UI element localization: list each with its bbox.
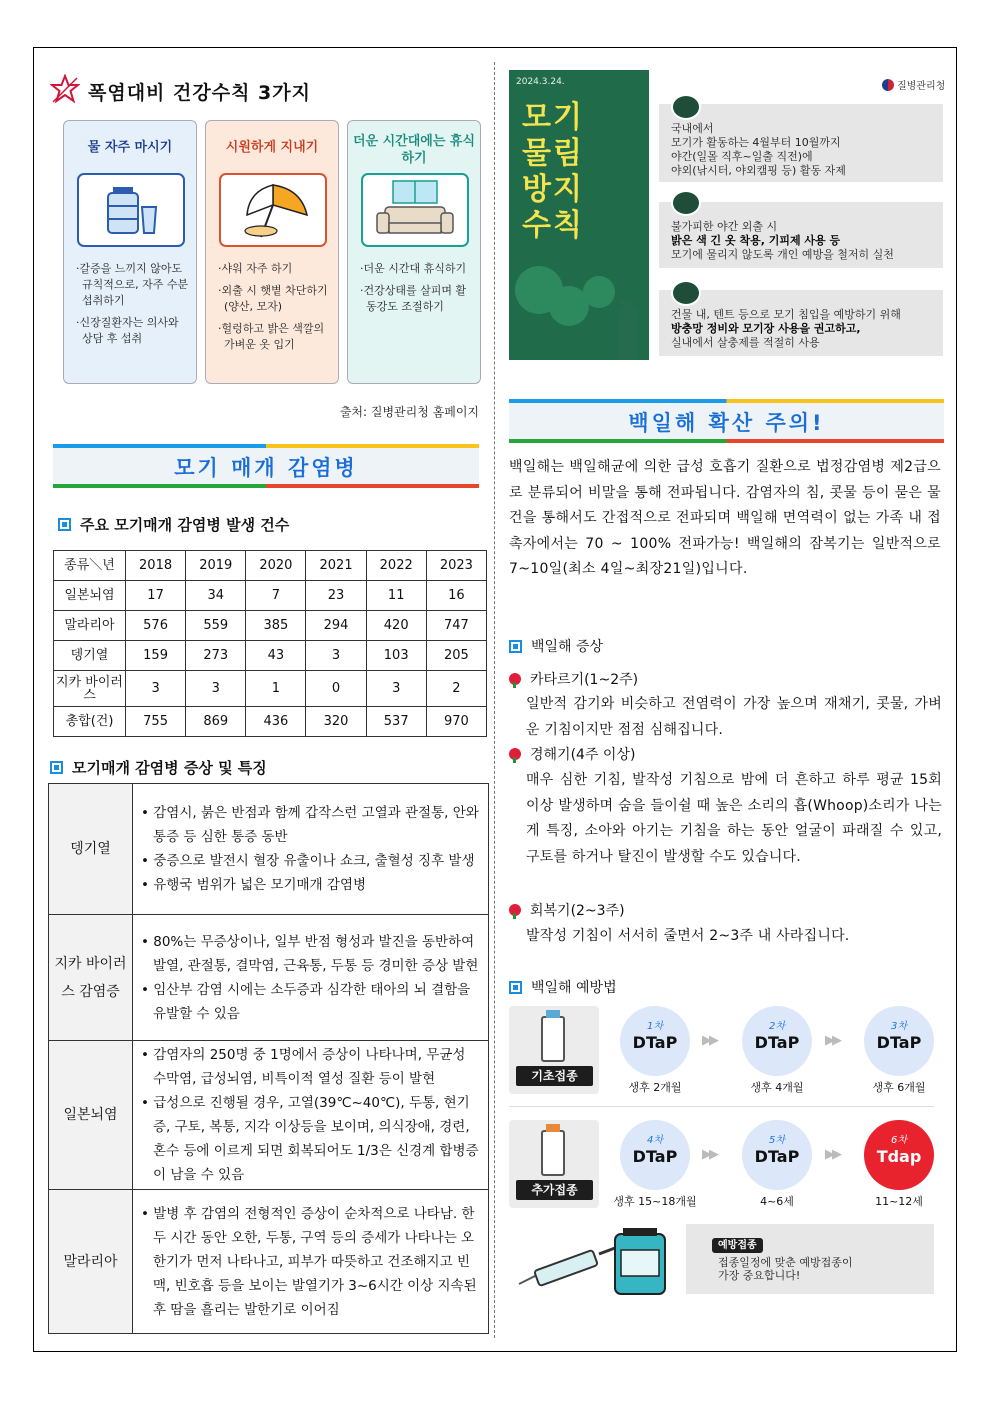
banner-title: 모기 매개 감염병 <box>174 456 358 480</box>
symptom-heading: 모기매개 감염병 증상 및 특징 <box>50 757 267 778</box>
arrow-icon: ▶▶ <box>825 1033 839 1048</box>
separator <box>509 1106 934 1107</box>
list-item: • 감염자의 250명 중 1명에서 증상이 나타나며, 무균성 수막염, 급성뇌염, 비특이적 열성 질환 등이 발현 <box>141 1047 466 1087</box>
water-bottle-icon <box>77 173 185 247</box>
list-item: ·샤워 자주 하기 <box>218 262 293 275</box>
pertussis-symptom-heading: 백일해 증상 <box>509 636 603 656</box>
dose-badge: 6차 Tdap <box>864 1120 934 1190</box>
dose-badge: 3차 DTaP <box>864 1006 934 1076</box>
table-row: 지카 바이러스 감염증 • 80%는 무증상이나, 일부 반점 형성과 발진을 동반하여 발열, 관절통, 결막염, 근육통, 두통 등 경미한 증상 발현 • 임산부 감염 시에는 소두증과 심각한 태아의 뇌 결함을 유발할 수 있음 <box>49 915 489 1041</box>
square-bullet-icon <box>509 640 522 653</box>
mosquito-tip: 건물 내, 텐트 등으로 모기 침입을 예방하기 위해 방충망 정비와 모기장 사용을 권고하고, 실내에서 살충제를 적절히 사용 <box>659 290 943 356</box>
table-row: 일본뇌염 • 감염자의 250명 중 1명에서 증상이 나타나며, 무균성 수막염, 급성뇌염, 비특이적 열성 질환 등이 발현 • 급성으로 진행될 경우, 고열(39℃~40℃), 두통, 현기증, 구토, 복통, 지각 이상등을 보이며, 의식장애, 경련, 혼수 등에 이르게 되면 회복되어도 1/3은 신경계 합병증이 남을 수 있음 <box>49 1041 489 1190</box>
list-item: • 급성으로 진행될 경우, 고열(39℃~40℃), 두통, 현기증, 구토, 복통, 지각 이상등을 보이며, 의식장애, 경련, 혼수 등에 이르게 되면 회복되어도 1/3은 신경계 합병증이 남을 수 있음 <box>141 1095 479 1183</box>
heat-source: 출처: 질병관리청 홈페이지 <box>339 405 479 419</box>
stats-table <box>53 550 487 737</box>
heat-card-water <box>63 120 197 384</box>
dose-caption: 생후 4개월 <box>750 1081 804 1094</box>
vaccine-row-basic <box>509 1006 934 1102</box>
dose-badge: 2차 DTaP <box>742 1006 812 1076</box>
heat-title: 폭염대비 건강수칙 3가지 <box>88 82 311 104</box>
dose-badge: 4차 DTaP <box>620 1120 690 1190</box>
list-item: • 감염시, 붉은 반점과 함께 갑작스런 고열과 관절통, 안와통증 등 심한 통증 동반 <box>141 805 479 845</box>
vaccine-vial-icon <box>509 1120 599 1208</box>
stats-heading: 주요 모기매개 감염병 발생 건수 <box>58 514 289 535</box>
mosquito-banner <box>53 444 479 488</box>
phase-title: 회복기(2~3주) <box>509 900 625 920</box>
mosquito-tip: 국내에서 모기가 활동하는 4월부터 10월까지 야간(일몰 직후~일출 직전)에 야외(낚시터, 야외캠핑 등) 활동 자제 <box>659 104 943 182</box>
table-row: 뎅기열 • 감염시, 붉은 반점과 함께 갑작스런 고열과 관절통, 안와통증 등 심한 통증 동반 • 중증으로 발전시 혈장 유출이나 쇼크, 출혈성 징후 발생 • 유행국 범위가 넓은 모기매개 감염병 <box>49 784 489 915</box>
list-item: ·갈증을 느끼지 않아도 규칙적으로, 자주 수분 섭취하기 <box>76 262 189 307</box>
table-row: 말라리아 576 559 385 294 420 747 <box>54 611 487 641</box>
list-item: ·더운 시간대 휴식하기 <box>360 262 467 275</box>
list-item: • 80%는 무증상이나, 일부 반점 형성과 발진을 동반하여 발열, 관절통, 결막염, 근육통, 두통 등 경미한 증상 발현 <box>141 933 479 974</box>
vaccination-note <box>686 1224 934 1294</box>
card-title: 시원하게 지내기 <box>225 140 319 155</box>
square-bullet-icon <box>509 981 522 994</box>
table-row: 말라리아 • 발병 후 감염의 전형적인 증상이 순차적으로 나타남. 한두 시간 동안 오한, 두통, 구역 등의 증세가 나타나는 오한기가 먼저 나타나고, 피부가 따뜻하고 건조해지고 빈맥, 빈호흡 등을 보이는 발열기가 3~6시간 이상 지속된 후 땀을 흘리는 발한기로 이어짐 <box>49 1190 489 1334</box>
sofa-icon <box>361 173 469 247</box>
list-item: • 발병 후 감염의 전형적인 증상이 순차적으로 나타남. 한두 시간 동안 오한, 두통, 구역 등의 증세가 나타나는 오한기가 먼저 나타나고, 피부가 따뜻하고 건조해지고 빈맥, 빈호흡 등을 보이는 발열기가 3~6시간 이상 지속된 후 땀을 흘리는 발한기로 이어짐 <box>141 1205 477 1318</box>
arrow-icon: ▶▶ <box>702 1033 716 1048</box>
phase-body: 일반적 감기와 비슷하고 전염력이 가장 높으며 재채기, 콧물, 가벼운 기침이지만 점점 심해집니다. <box>526 696 942 738</box>
tent-icon <box>671 280 701 306</box>
dose-caption: 생후 6개월 <box>872 1081 926 1094</box>
list-item: ·건강상태를 살피며 활동강도 조절하기 <box>360 284 467 313</box>
phase-title: 경해기(4주 이상) <box>509 744 635 764</box>
star-icon <box>50 74 80 104</box>
vaccine-row-label: 기초접종 <box>516 1066 593 1086</box>
table-row: 총합(건) 755 869 436 320 537 970 <box>54 707 487 737</box>
heat-card-cool <box>205 120 339 384</box>
pertussis-intro: 백일해는 백일해균에 의한 급성 호흡기 질환으로 법정감염병 제2급으로 분류되어 비말을 통해 전파됩니다. 감염자의 침, 콧물 등이 묻은 물건을 통해서도 간접적으로 전파되며 백일해 면역력이 없는 가족 내 접촉자에서는 70 ~ 100% 전파가능! 백일해의 잠복기는 일반적으로 7~10일(최소 4일~최장21일)입니다. <box>509 459 941 577</box>
calendar-icon <box>671 94 701 120</box>
vaccine-row-label: 추가접종 <box>516 1180 593 1200</box>
parasol-icon <box>219 173 327 247</box>
list-item: ·외출 시 햇볕 차단하기 (양산, 모자) <box>218 284 328 313</box>
column-divider <box>494 62 495 1338</box>
dose-caption: 11~12세 <box>875 1195 923 1208</box>
list-item: • 유행국 범위가 넓은 모기매개 감염병 <box>141 877 367 893</box>
square-bullet-icon <box>58 518 71 531</box>
dose-caption: 생후 15~18개월 <box>613 1195 697 1208</box>
card-title: 더운 시간대에는 휴식하기 <box>352 134 476 166</box>
mosquito-tip: 불가피한 야간 외출 시 밝은 색 긴 옷 착용, 기피제 사용 등 모기에 물리지 않도록 개인 예방을 철저히 실천 <box>659 202 943 268</box>
dose-badge: 1차 DTaP <box>620 1006 690 1076</box>
heat-card-rest <box>347 120 481 384</box>
dose-badge: 5차 DTaP <box>742 1120 812 1190</box>
phase-title: 카타르기(1~2주) <box>509 669 638 689</box>
flower-icon <box>509 904 521 916</box>
poster-title: 모기 물림 방지 수칙 <box>522 100 584 243</box>
note-badge: 예방접종 <box>712 1238 763 1253</box>
list-item: • 중증으로 발전시 혈장 유출이나 쇼크, 출혈성 징후 발생 <box>141 853 475 869</box>
flower-icon <box>509 673 521 685</box>
symptom-table <box>48 783 489 1334</box>
agency-logo: 질병관리청 <box>882 77 945 92</box>
table-row: 일본뇌염 17 34 7 23 11 16 <box>54 581 487 611</box>
vaccine-row-booster <box>509 1120 934 1216</box>
dose-caption: 4~6세 <box>760 1195 794 1208</box>
phase-body: 매우 심한 기침, 발작성 기침으로 밤에 더 흔하고 하루 평균 15회 이상 발생하며 숨을 들이쉴 때 높은 소리의 흡(Whoop)소리가 나는게 특징, 소아와 아기는 기침을 하는 동안 얼굴이 파래질 수 있고, 구토를 하거나 탈진이 발생할 수도 있습니다. <box>526 772 942 865</box>
table-header-row: 종류＼년 2018 2019 2020 2021 2022 2023 <box>54 551 487 581</box>
dose-caption: 생후 2개월 <box>628 1081 682 1094</box>
phase-body: 발작성 기침이 서서히 줄면서 2~3주 내 사라집니다. <box>526 928 850 944</box>
arrow-icon: ▶▶ <box>825 1147 839 1162</box>
arrow-icon: ▶▶ <box>702 1147 716 1162</box>
list-item: • 임산부 감염 시에는 소두증과 심각한 태아의 뇌 결함을 유발할 수 있음 <box>141 981 471 1022</box>
agency-emblem-icon <box>882 79 894 91</box>
vaccine-vial-icon <box>509 1006 599 1094</box>
banner-title: 백일해 확산 주의! <box>628 411 825 435</box>
pertussis-banner <box>509 399 944 443</box>
square-bullet-icon <box>50 761 63 774</box>
list-item: ·신장질환자는 의사와 상담 후 섭취 <box>76 316 179 345</box>
note-text: 접종일정에 맞춘 예방접종이 가장 중요합니다! <box>718 1256 853 1282</box>
poster-date: 2024.3.24. <box>516 77 565 87</box>
list-item: ·헐렁하고 밝은 색깔의 가벼운 옷 입기 <box>218 322 325 351</box>
table-row: 지카 바이러스 3 3 1 0 3 2 <box>54 671 487 707</box>
table-row: 뎅기열 159 273 43 3 103 205 <box>54 641 487 671</box>
flower-icon <box>509 748 521 760</box>
prevention-heading: 백일해 예방법 <box>509 977 617 997</box>
syringe-icon <box>515 1228 675 1298</box>
clothing-icon <box>671 190 701 216</box>
card-title: 물 자주 마시기 <box>87 140 173 155</box>
